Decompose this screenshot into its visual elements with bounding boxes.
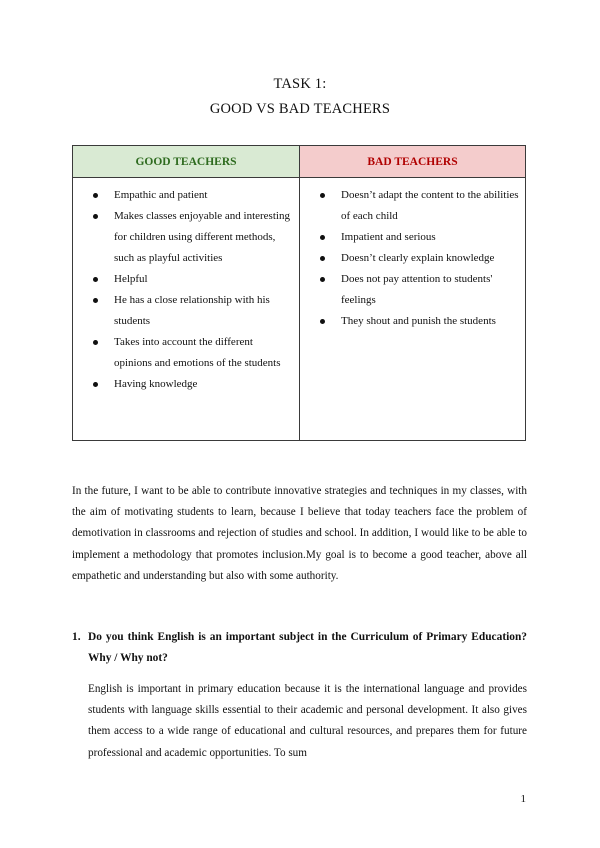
list-item: Empathic and patient: [90, 185, 293, 206]
intro-paragraph: In the future, I want to be able to contribute innovative strategies and techniques in my classes, with the aim of motivating students to learn, because I believe that today teachers face the problem of demotivation in classrooms and rejection of studies and school. In addition, I would like to be able to implement a methodology that promotes inclusion.My goal is to become a good teacher, above all empathetic and understanding but also with some authority.: [72, 485, 527, 582]
list-item: Doesn’t clearly explain knowledge: [317, 248, 519, 269]
list-item: Doesn’t adapt the content to the abilities of each child: [317, 185, 519, 227]
question-number: 1.: [72, 631, 81, 643]
bad-teachers-list: [300, 178, 525, 332]
list-item: Does not pay attention to students' feelings: [317, 269, 519, 311]
comparison-table: [72, 145, 526, 441]
task-title: TASK 1:: [273, 76, 327, 92]
good-teachers-header: GOOD TEACHERS: [73, 146, 300, 178]
task-subtitle: GOOD VS BAD TEACHERS: [209, 101, 391, 117]
answer-paragraph: English is important in primary education because it is the international language and provides students with language skills essential to their academic and personal development. It also gives them access to a wide range of educational and cultural resources, and prepares them for future professional and academic opportunities. To sum: [88, 683, 527, 759]
bad-teachers-header: BAD TEACHERS: [300, 146, 526, 178]
list-item: Impatient and serious: [317, 227, 519, 248]
good-teachers-list: [73, 178, 299, 395]
list-item: Having knowledge: [90, 374, 293, 395]
list-item: Helpful: [90, 269, 293, 290]
question-heading: [72, 627, 527, 669]
question-text: Do you think English is an important subject in the Curriculum of Primary Education? Why / Why not?: [88, 631, 527, 665]
list-item: He has a close relationship with his students: [90, 290, 293, 332]
table-header-row: [73, 146, 526, 178]
list-item: Makes classes enjoyable and interesting for children using different methods, such as playful activities: [90, 206, 293, 269]
bad-teachers-cell: [300, 178, 526, 441]
table-body-row: [73, 178, 526, 441]
page-number: 1: [520, 793, 526, 805]
list-item: Takes into account the different opinions and emotions of the students: [90, 332, 293, 374]
good-teachers-cell: [73, 178, 300, 441]
list-item: They shout and punish the students: [317, 311, 519, 332]
